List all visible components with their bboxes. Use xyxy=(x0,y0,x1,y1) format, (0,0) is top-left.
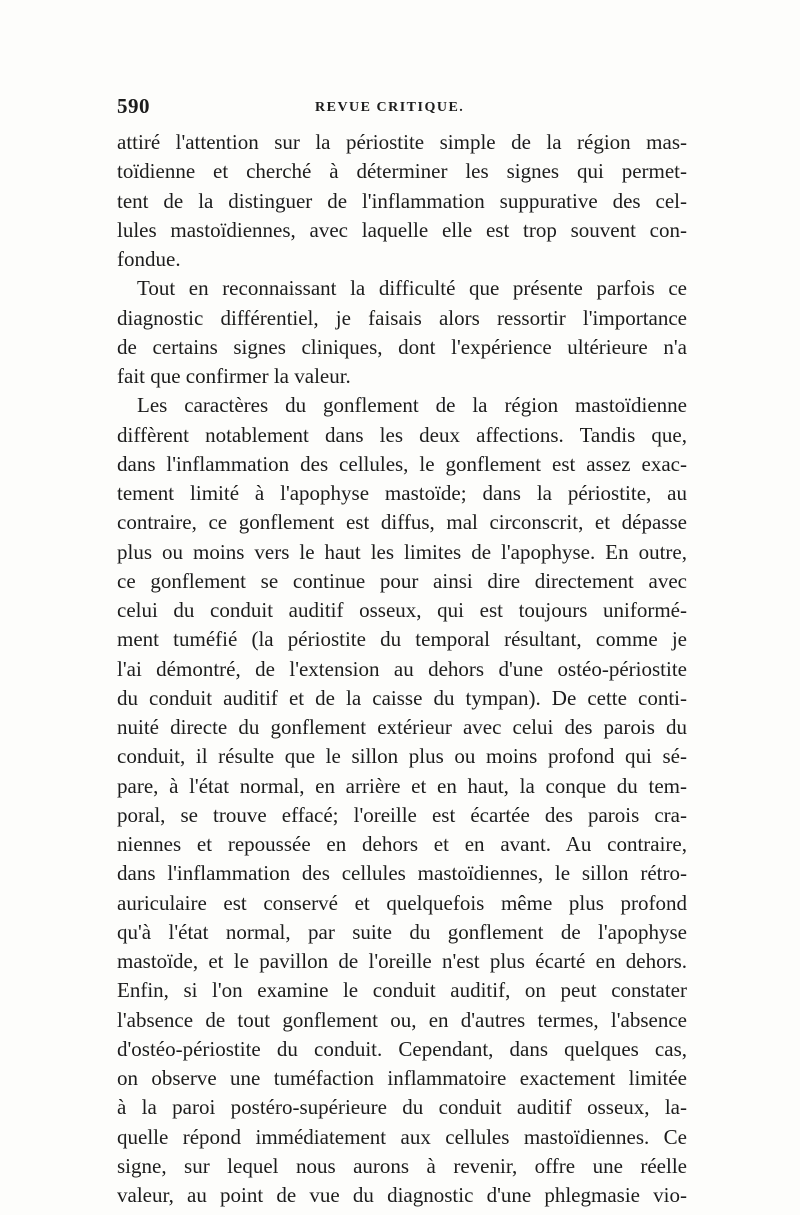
text-line: lules mastoïdiennes, avec laquelle elle est trop souvent con- xyxy=(117,217,687,242)
text-line: poral, se trouve effacé; l'oreille est écartée des parois cra- xyxy=(117,802,687,827)
text-line: plus ou moins vers le haut les limites de l'apophyse. En outre, xyxy=(117,539,687,564)
text-line: nuité directe du gonflement extérieur avec celui des parois du xyxy=(117,715,687,739)
text-line: tement limité à l'apophyse mastoïde; dans la périostite, au xyxy=(117,481,687,505)
text-line: contraire, ce gonflement est diffus, mal circonscrit, et dépasse xyxy=(117,510,687,535)
text-line: celui du conduit auditif osseux, qui est toujours uniformé- xyxy=(117,598,687,622)
text-line: Tout en reconnaissant la difficulté que présente parfois ce xyxy=(137,276,687,301)
text-line: fondue. xyxy=(117,247,181,271)
text-line: l'ai démontré, de l'extension au dehors d'une ostéo-périostite xyxy=(117,656,687,681)
text-line: signe, sur lequel nous aurons à revenir, offre une réelle xyxy=(117,1153,687,1178)
body-text xyxy=(117,128,687,1210)
text-line: ce gonflement se continue pour ainsi dire directement avec xyxy=(117,568,687,593)
text-line: tent de la distinguer de l'inflammation suppurative des cel- xyxy=(117,188,687,213)
text-line: toïdienne et cherché à déterminer les signes qui permet- xyxy=(117,159,687,184)
text-line: conduit, il résulte que le sillon plus ou moins profond qui sé- xyxy=(117,744,687,769)
text-line: niennes et repoussée en dehors et en avant. Au contraire, xyxy=(117,832,687,856)
page-header xyxy=(117,94,687,124)
text-line: du conduit auditif et de la caisse du tympan). De cette conti- xyxy=(117,685,687,710)
text-line: pare, à l'état normal, en arrière et en haut, la conque du tem- xyxy=(117,773,687,798)
text-line: dans l'inflammation des cellules mastoïdiennes, le sillon rétro- xyxy=(117,861,687,886)
text-line: d'ostéo-périostite du conduit. Cependant, dans quelques cas, xyxy=(117,1036,687,1061)
text-line: qu'à l'état normal, par suite du gonflement de l'apophyse xyxy=(117,919,687,944)
text-line: attiré l'attention sur la périostite simple de la région mas- xyxy=(117,130,687,154)
text-line: quelle répond immédiatement aux cellules mastoïdiennes. Ce xyxy=(117,1124,687,1149)
running-title: REVUE CRITIQUE. xyxy=(315,100,465,115)
page-number: 590 xyxy=(117,94,150,118)
text-line: Les caractères du gonflement de la région mastoïdienne xyxy=(137,393,687,418)
text-line: diagnostic différentiel, je faisais alors ressortir l'importance xyxy=(117,305,687,330)
text-line: de certains signes cliniques, dont l'expérience ultérieure n'a xyxy=(117,334,687,359)
text-line: fait que confirmer la valeur. xyxy=(117,364,351,388)
text-line: ment tuméfié (la périostite du temporal résultant, comme je xyxy=(117,627,687,652)
text-line: on observe une tuméfaction inflammatoire exactement limitée xyxy=(117,1066,687,1090)
text-line: l'absence de tout gonflement ou, en d'autres termes, l'absence xyxy=(117,1007,687,1032)
text-line: diffèrent notablement dans les deux affections. Tandis que, xyxy=(117,422,687,447)
text-line: à la paroi postéro-supérieure du conduit auditif osseux, la- xyxy=(117,1095,687,1120)
text-line: mastoïde, et le pavillon de l'oreille n'est plus écarté en dehors. xyxy=(117,949,687,973)
text-line: auriculaire est conservé et quelquefois même plus profond xyxy=(117,890,687,915)
text-line: Enfin, si l'on examine le conduit auditif, on peut constater xyxy=(117,978,687,1003)
text-line: valeur, au point de vue du diagnostic d'une phlegmasie vio- xyxy=(117,1183,687,1207)
text-line: dans l'inflammation des cellules, le gonflement est assez exac- xyxy=(117,451,687,476)
